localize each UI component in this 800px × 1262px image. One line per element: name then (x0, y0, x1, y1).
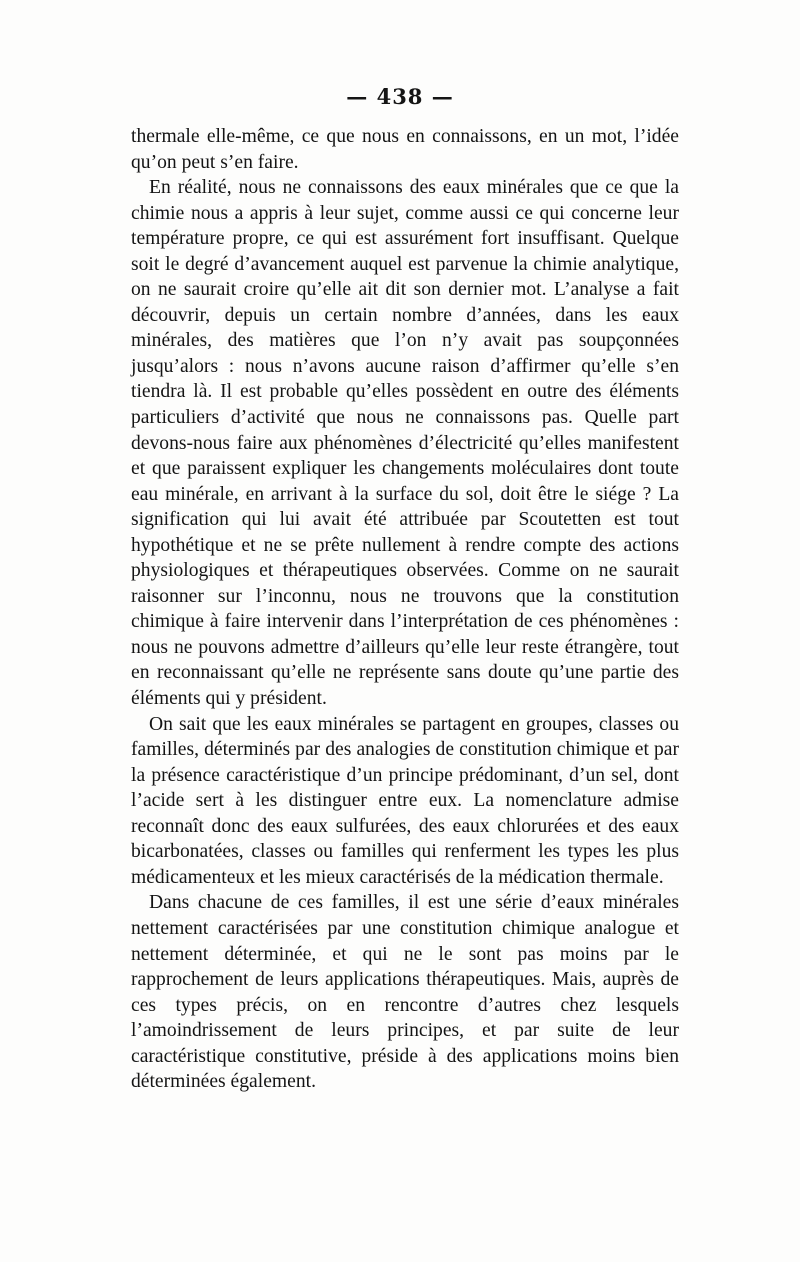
page-number: — 438 — (346, 84, 454, 109)
paragraph-2: En réalité, nous ne connaissons des eaux minérales que ce que la chimie nous a appris à leur sujet, comme aussi ce qui concerne leur température propre, ce qui est assurément fort insuffisant. Quelque soit le degré d’avancement auquel est parvenue la chimie analytique, on ne saurait croire qu’elle ait dit son dernier mot. L’analyse a fait découvrir, depuis un certain nombre d’années, dans les eaux minérales, des matières que l’on n’y avait pas soupçonnées jusqu’alors : nous n’avons aucune raison d’affirmer qu’elle s’en tiendra là. Il est probable qu’elles possèdent en outre des éléments particuliers d’activité que nous ne connaissons pas. Quelle part devons-nous faire aux phénomènes d’électricité qu’elles manifestent et que paraissent expliquer les changements moléculaires dont toute eau minérale, en arrivant à la surface du sol, doit être le siége ? La signification qui lui avait été attribuée par Scoutetten est tout hypothétique et ne se prête nullement à rendre compte des actions physiologiques et thérapeutiques observées. Comme on ne saurait raisonner sur l’inconnu, nous ne trouvons que la constitution chimique à faire intervenir dans l’interprétation de ces phénomènes : nous ne pouvons admettre d’ailleurs qu’elle leur reste étrangère, tout en reconnaissant qu’elle ne représente sans doute qu’une partie des éléments qui y président. (131, 177, 679, 710)
paragraph-4: Dans chacune de ces familles, il est une série d’eaux minérales nettement caractérisées par une constitution chimique analogue et nettement déterminée, et qui ne le sont pas moins par le rapprochement de leurs applications thérapeutiques. Mais, auprès de ces types précis, on en rencontre d’autres chez lesquels l’amoindrissement de leurs principes, et par suite de leur caractéristique constitutive, préside à des applications moins bien déterminées également. (131, 892, 679, 1093)
body-text (131, 124, 679, 1095)
paragraph-3: On sait que les eaux minérales se partagent en groupes, classes ou familles, déterminés par des analogies de constitution chimique et par la présence caractéristique d’un principe prédominant, d’un sel, dont l’acide sert à les distinguer entre eux. La nomenclature admise reconnaît donc des eaux sulfurées, des eaux chlorurées et des eaux bicarbonatées, classes ou familles qui renferment les types les plus médicamenteux et les mieux caractérisés de la médication thermale. (131, 713, 679, 888)
paragraph-1: thermale elle-même, ce que nous en connaissons, en un mot, l’idée qu’on peut s’en faire. (131, 126, 679, 173)
